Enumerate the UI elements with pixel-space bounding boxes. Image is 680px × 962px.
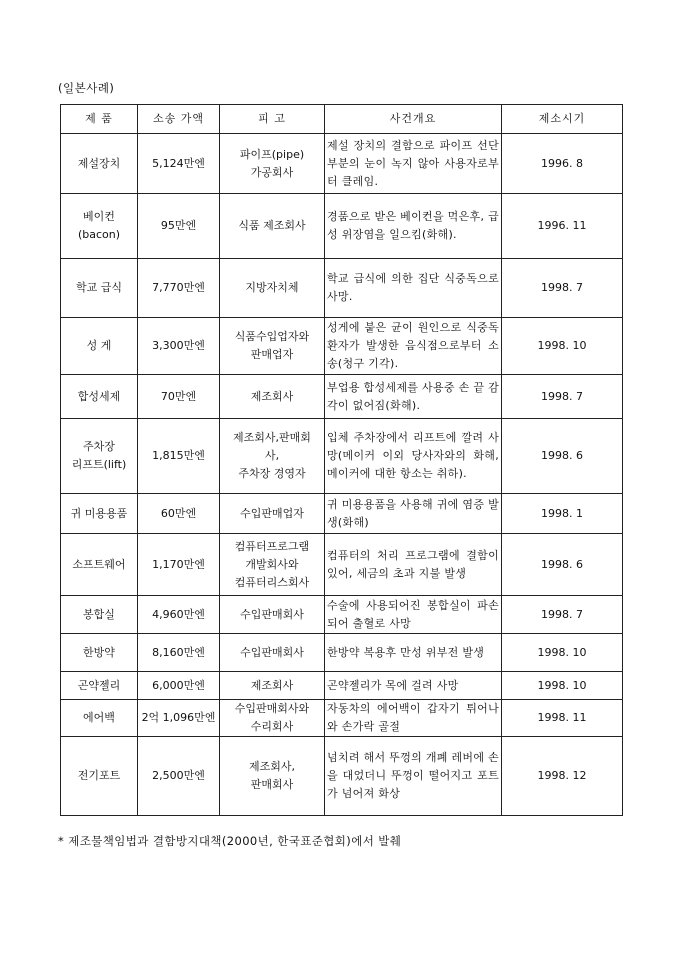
table-header-row — [61, 105, 623, 134]
product-cell: 귀 미용용품 — [61, 494, 138, 534]
table-row — [61, 134, 623, 194]
amount-cell: 1,170만엔 — [138, 534, 220, 596]
table-row — [61, 419, 623, 494]
summary-cell: 수술에 사용되어진 봉합실이 파손되어 출혈로 사망 — [325, 596, 502, 634]
date-cell: 1998. 7 — [502, 259, 623, 318]
table-row — [61, 259, 623, 318]
summary-cell: 귀 미용용품을 사용해 귀에 염증 발생(화해) — [325, 494, 502, 534]
summary-cell: 제설 장치의 결함으로 파이프 선단부분의 눈이 녹지 않아 사용자로부터 클레임. — [325, 134, 502, 194]
product-cell: 전기포트 — [61, 737, 138, 816]
header-summary: 사건개요 — [325, 105, 502, 134]
defendant-cell: 식품수입업자와 판매업자 — [220, 318, 325, 375]
date-cell: 1998. 11 — [502, 700, 623, 737]
summary-cell: 곤약젤리가 목에 걸려 사망 — [325, 672, 502, 700]
table-row — [61, 194, 623, 259]
product-cell: 주차장 리프트(lift) — [61, 419, 138, 494]
amount-cell: 7,770만엔 — [138, 259, 220, 318]
source-footnote: * 제조물책임법과 결함방지대책(2000년, 한국표준협회)에서 발췌 — [58, 834, 402, 848]
defendant-cell: 지방자치체 — [220, 259, 325, 318]
product-cell: 합성세제 — [61, 375, 138, 419]
date-cell: 1996. 11 — [502, 194, 623, 259]
table-row — [61, 634, 623, 672]
japan-cases-table — [60, 104, 623, 816]
product-cell: 성 게 — [61, 318, 138, 375]
product-cell: 곤약젤리 — [61, 672, 138, 700]
date-cell: 1998. 10 — [502, 318, 623, 375]
defendant-cell: 제조회사 — [220, 672, 325, 700]
date-cell: 1998. 10 — [502, 634, 623, 672]
amount-cell: 5,124만엔 — [138, 134, 220, 194]
summary-cell: 자동차의 에어백이 갑자기 튀어나와 손가락 골절 — [325, 700, 502, 737]
amount-cell: 2,500만엔 — [138, 737, 220, 816]
product-cell: 한방약 — [61, 634, 138, 672]
date-cell: 1998. 1 — [502, 494, 623, 534]
amount-cell: 4,960만엔 — [138, 596, 220, 634]
table-row — [61, 494, 623, 534]
product-cell: 소프트웨어 — [61, 534, 138, 596]
amount-cell: 6,000만엔 — [138, 672, 220, 700]
summary-cell: 입체 주차장에서 리프트에 깔려 사망(메이커 이외 당사자와의 화해, 메이커에 대한 항소는 취하). — [325, 419, 502, 494]
date-cell: 1998. 10 — [502, 672, 623, 700]
product-cell: 베이컨 (bacon) — [61, 194, 138, 259]
summary-cell: 부업용 합성세제를 사용중 손 끝 감각이 없어짐(화해). — [325, 375, 502, 419]
amount-cell: 1,815만엔 — [138, 419, 220, 494]
defendant-cell: 식품 제조회사 — [220, 194, 325, 259]
amount-cell: 8,160만엔 — [138, 634, 220, 672]
summary-cell: 성게에 붙은 균이 원인으로 식중독 환자가 발생한 음식점으로부터 소송(청구 기각). — [325, 318, 502, 375]
summary-cell: 한방약 복용후 만성 위부전 발생 — [325, 634, 502, 672]
amount-cell: 60만엔 — [138, 494, 220, 534]
defendant-cell: 수입판매회사 — [220, 634, 325, 672]
product-cell: 학교 급식 — [61, 259, 138, 318]
date-cell: 1996. 8 — [502, 134, 623, 194]
summary-cell: 넘치려 해서 뚜껑의 개폐 레버에 손을 대었더니 뚜껑이 떨어지고 포트가 넘어져 화상 — [325, 737, 502, 816]
table-row — [61, 375, 623, 419]
defendant-cell: 수입판매회사와 수리회사 — [220, 700, 325, 737]
date-cell: 1998. 6 — [502, 534, 623, 596]
header-date: 제소시기 — [502, 105, 623, 134]
date-cell: 1998. 7 — [502, 375, 623, 419]
defendant-cell: 제조회사, 판매회사 — [220, 737, 325, 816]
product-cell: 제설장치 — [61, 134, 138, 194]
table-row — [61, 700, 623, 737]
summary-cell: 학교 급식에 의한 집단 식중독으로 사망. — [325, 259, 502, 318]
table-row — [61, 737, 623, 816]
amount-cell: 3,300만엔 — [138, 318, 220, 375]
summary-cell: 컴퓨터의 처리 프로그램에 결함이 있어, 세금의 초과 지불 발생 — [325, 534, 502, 596]
table-row — [61, 596, 623, 634]
defendant-cell: 제조회사 — [220, 375, 325, 419]
table-row — [61, 534, 623, 596]
amount-cell: 2억 1,096만엔 — [138, 700, 220, 737]
date-cell: 1998. 6 — [502, 419, 623, 494]
defendant-cell: 파이프(pipe) 가공회사 — [220, 134, 325, 194]
defendant-cell: 컴퓨터프로그램 개발회사와 컴퓨터리스회사 — [220, 534, 325, 596]
header-defendant: 피 고 — [220, 105, 325, 134]
defendant-cell: 제조회사,판매회 사, 주차장 경영자 — [220, 419, 325, 494]
table-row — [61, 672, 623, 700]
amount-cell: 70만엔 — [138, 375, 220, 419]
defendant-cell: 수입판매업자 — [220, 494, 325, 534]
product-cell: 에어백 — [61, 700, 138, 737]
table-row — [61, 318, 623, 375]
table-caption: (일본사례) — [58, 81, 115, 95]
amount-cell: 95만엔 — [138, 194, 220, 259]
defendant-cell: 수입판매회사 — [220, 596, 325, 634]
date-cell: 1998. 7 — [502, 596, 623, 634]
product-cell: 봉합실 — [61, 596, 138, 634]
header-amount: 소송 가액 — [138, 105, 220, 134]
date-cell: 1998. 12 — [502, 737, 623, 816]
summary-cell: 경품으로 받은 베이컨을 먹은후, 급성 위장염을 일으킴(화해). — [325, 194, 502, 259]
header-product: 제 품 — [61, 105, 138, 134]
